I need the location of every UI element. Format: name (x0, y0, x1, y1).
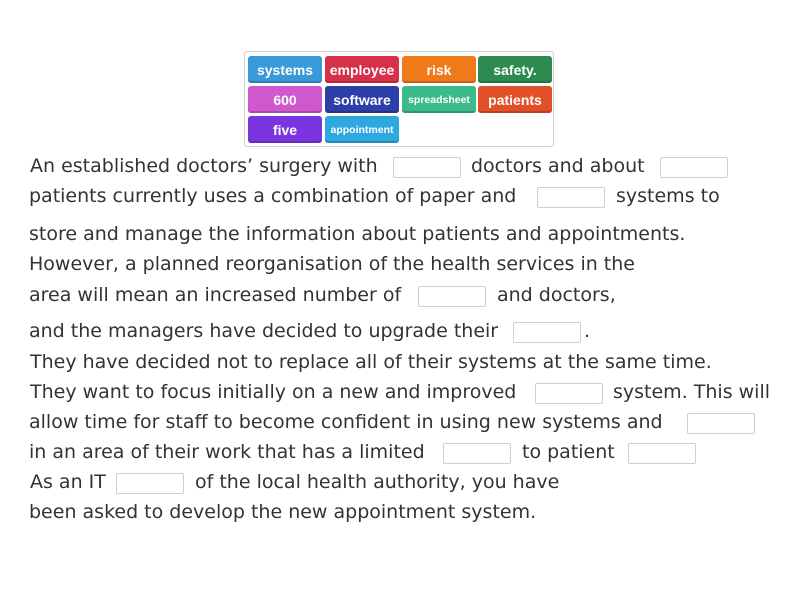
blank-drop-target-9[interactable] (628, 443, 696, 464)
passage-text: An established doctors’ surgery with (30, 155, 378, 177)
passage-text: . (584, 320, 591, 342)
word-tile-spreadsheet[interactable]: spreadsheet (402, 86, 476, 113)
passage-text: been asked to develop the new appointment system. (29, 501, 537, 523)
passage-text: As an IT (30, 471, 106, 493)
passage-text: of the local health authority, you have (195, 471, 560, 493)
blank-drop-target-3[interactable] (537, 187, 605, 208)
passage-text: to patient (522, 441, 615, 463)
passage-text: doctors and about (471, 155, 645, 177)
passage-text: system. This will (613, 381, 771, 403)
blank-drop-target-8[interactable] (443, 443, 511, 464)
passage-text: in an area of their work that has a limited (29, 441, 425, 463)
word-tile-employee[interactable]: employee (325, 56, 399, 83)
passage-text: area will mean an increased number of (29, 284, 402, 306)
blank-drop-target-6[interactable] (535, 383, 603, 404)
blank-drop-target-5[interactable] (513, 322, 581, 343)
passage-text: and doctors, (497, 284, 616, 306)
passage-text: patients currently uses a combination of paper and (29, 185, 517, 207)
passage-text: store and manage the information about patients and appointments. (29, 223, 686, 245)
blank-drop-target-1[interactable] (393, 157, 461, 178)
word-tile-patients[interactable]: patients (478, 86, 552, 113)
word-tile-systems[interactable]: systems (248, 56, 322, 83)
passage-text: They want to focus initially on a new and improved (30, 381, 517, 403)
passage-text: allow time for staff to become confident in using new systems and (29, 411, 663, 433)
word-tile-600[interactable]: 600 (248, 86, 322, 113)
passage-text: However, a planned reorganisation of the health services in the (29, 253, 635, 275)
word-tile-safety[interactable]: safety. (478, 56, 552, 83)
blank-drop-target-4[interactable] (418, 286, 486, 307)
passage-text: They have decided not to replace all of their systems at the same time. (30, 351, 712, 373)
passage-text: systems to (616, 185, 720, 207)
word-tile-appointment[interactable]: appointment (325, 116, 399, 143)
word-tile-risk[interactable]: risk (402, 56, 476, 83)
blank-drop-target-7[interactable] (687, 413, 755, 434)
word-tile-software[interactable]: software (325, 86, 399, 113)
word-tile-five[interactable]: five (248, 116, 322, 143)
blank-drop-target-2[interactable] (660, 157, 728, 178)
passage-text: and the managers have decided to upgrade their (29, 320, 499, 342)
blank-drop-target-10[interactable] (116, 473, 184, 494)
